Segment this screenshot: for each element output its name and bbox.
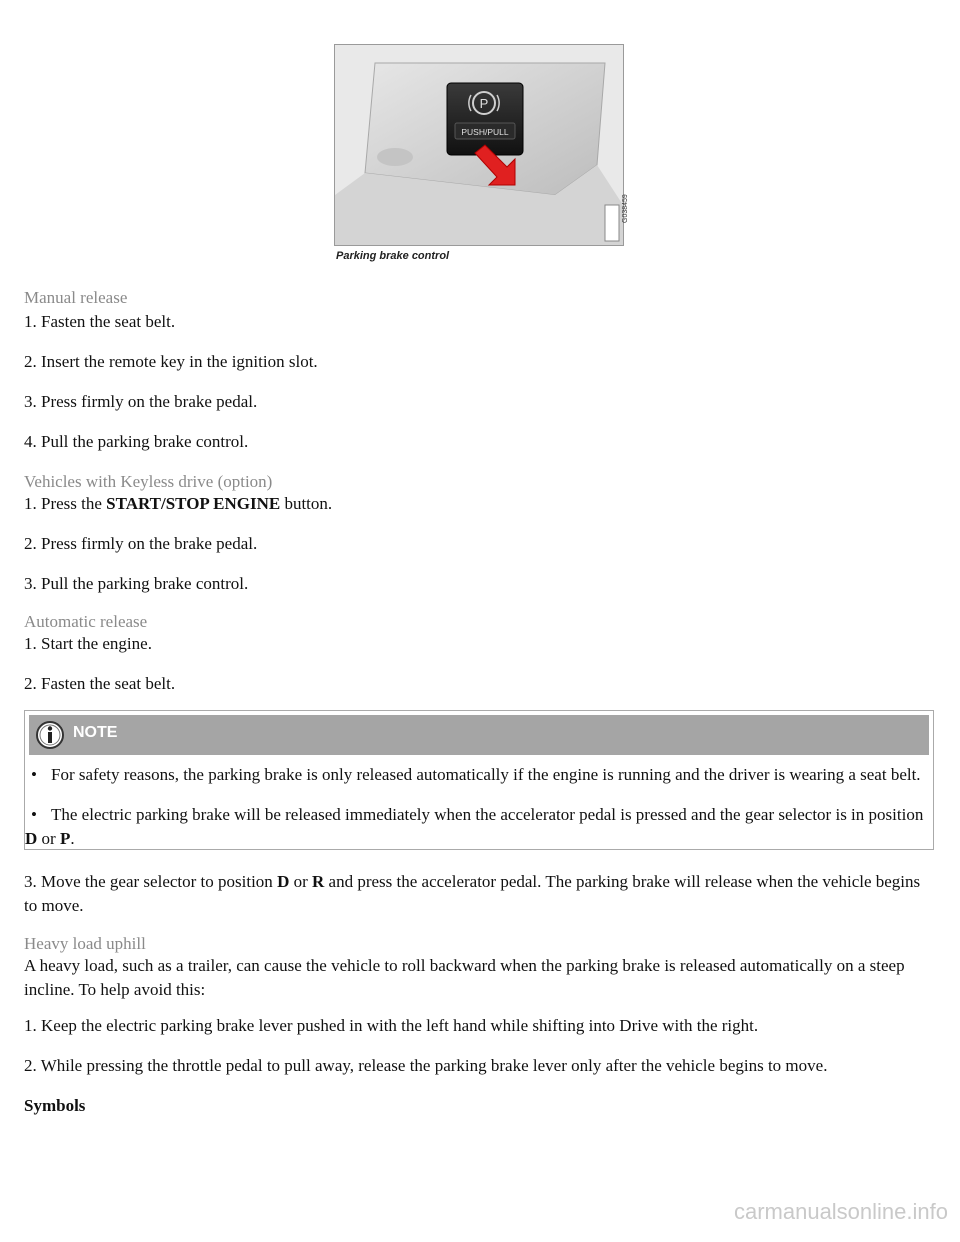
note-box (24, 710, 934, 850)
manual-release-title: Manual release (24, 288, 128, 307)
manual-step-2: 2. Insert the remote key in the ignition slot. (24, 352, 318, 371)
automatic-release-title: Automatic release (24, 612, 148, 631)
note-bullet-1 (25, 763, 929, 787)
heavy-load-title: Heavy load uphill (24, 934, 146, 953)
step3-post: and press the accelerator pedal. The parking brake will release when the vehicle begins to move. (24, 872, 921, 915)
note-bullet-2-pre: The electric parking brake will be released immediately when the accelerator pedal is pressed and the gear selector is in position (51, 805, 924, 824)
start-stop-engine-label: START/STOP ENGINE (106, 494, 281, 513)
bullet-dot: • (31, 805, 37, 824)
note-bullet-2-post: . (70, 829, 75, 848)
note-bullet-1-text: For safety reasons, the parking brake is only released automatically if the engine is running and the driver is wearing a seat belt. (51, 765, 921, 784)
symbols-heading: Symbols (24, 1096, 86, 1115)
gear-d-step3: D (277, 872, 290, 891)
gear-d: D (25, 829, 38, 848)
keyless-title: Vehicles with Keyless drive (option) (24, 472, 273, 491)
automatic-step-3 (24, 870, 936, 918)
brake-symbol: P (479, 96, 489, 111)
automatic-step-1: 1. Start the engine. (24, 634, 152, 653)
keyless-step-1-pre: 1. Press the (24, 494, 107, 513)
figure-code: G038459 (622, 194, 629, 223)
note-label: NOTE (73, 724, 118, 741)
step3-pre: 3. Move the gear selector to position (24, 872, 278, 891)
heavy-step-1: 1. Keep the electric parking brake lever pushed in with the left hand while shifting into Drive with the right. (24, 1016, 759, 1035)
manual-step-1: 1. Fasten the seat belt. (24, 312, 176, 331)
heavy-step-2: 2. While pressing the throttle pedal to pull away, release the parking brake lever only after the vehicle begins to move. (24, 1056, 828, 1075)
parking-brake-figure (334, 44, 629, 263)
note-header (29, 715, 929, 755)
keyless-step-3: 3. Pull the parking brake control. (24, 574, 249, 593)
manual-step-4: 4. Pull the parking brake control. (24, 432, 249, 451)
figure-caption: Parking brake control (336, 250, 450, 262)
info-icon (35, 720, 65, 750)
note-bullet-2 (25, 803, 929, 851)
note-bullet-2-mid: or (37, 829, 60, 848)
step3-mid: or (289, 872, 313, 891)
push-pull-label: PUSH/PULL (461, 127, 509, 137)
keyless-step-1-post: button. (280, 494, 333, 513)
keyless-step-1 (24, 492, 936, 516)
automatic-step-2: 2. Fasten the seat belt. (24, 674, 176, 693)
parking-brake-photo (334, 44, 629, 246)
note-bullet-2-text (25, 803, 929, 851)
watermark: carmanualsonline.info (733, 1199, 948, 1224)
gear-r-step3: R (312, 872, 325, 891)
gear-p: P (59, 829, 71, 848)
keyless-step-2: 2. Press firmly on the brake pedal. (24, 534, 258, 553)
manual-step-3: 3. Press firmly on the brake pedal. (24, 392, 258, 411)
dashboard-illustration (335, 45, 629, 245)
heavy-load-intro: A heavy load, such as a trailer, can cause the vehicle to roll backward when the parking brake is released automatically on a steep incline. To help avoid this: (24, 956, 905, 999)
bullet-dot: • (31, 765, 37, 784)
